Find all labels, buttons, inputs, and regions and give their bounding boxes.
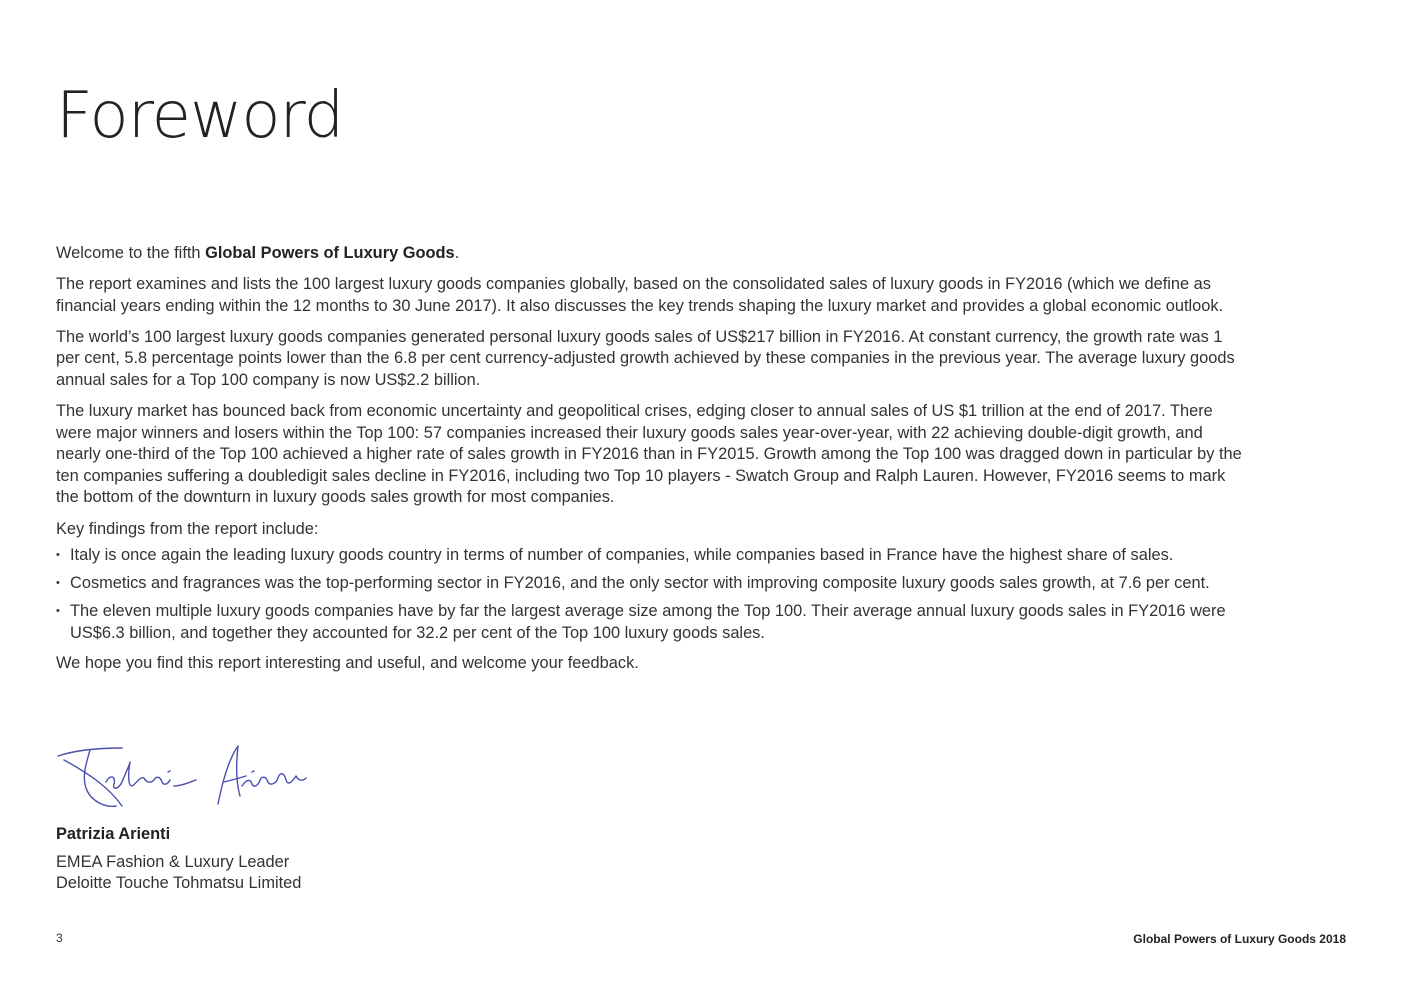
intro-suffix: . [454, 244, 460, 262]
page-number: 3 [56, 931, 63, 945]
list-item: • Cosmetics and fragrances was the top-performing sector in FY2016, and the only sector with improving composite luxury goods sales growth, at 7.6 per cent. [56, 573, 1246, 595]
key-findings-list [56, 545, 1246, 644]
signer-organization: Deloitte Touche Tohmatsu Limited [56, 874, 302, 893]
paragraph-sales-summary: The world’s 100 largest luxury goods companies generated personal luxury goods sales of US$217 billion in FY2016. At constant currency, the growth rate was 1 per cent, 5.8 percentage points lower than the 6.8 per cent currency-adjusted growth achieved by these companies in the previous year. The average luxury goods annual sales for a Top 100 company is now US$2.2 billion. [56, 327, 1235, 389]
list-item: • The eleven multiple luxury goods companies have by far the largest average size among the Top 100. Their average annual luxury goods sales in FY2016 were US$6.3 billion, and together they accounted for 32.2 per cent of the Top 100 luxury goods sales. [56, 601, 1246, 644]
intro-prefix: Welcome to the fifth [56, 244, 206, 262]
list-item: • Italy is once again the leading luxury goods country in terms of number of companies, while companies based in France have the highest share of sales. [56, 545, 1246, 567]
key-findings-label: Key findings from the report include: [56, 519, 319, 538]
signature-image [56, 742, 310, 810]
signer-block [56, 824, 301, 895]
footer-publication-title: Global Powers of Luxury Goods 2018 [1133, 932, 1346, 946]
paragraph-report-scope: The report examines and lists the 100 largest luxury goods companies globally, based on the consolidated sales of luxury goods in FY2016 (which we define as financial years ending within the 12 months to 30 June 2017). It also discusses the key trends shaping the luxury market and provides a global economic outlook. [56, 275, 1224, 315]
paragraph-market-overview: The luxury market has bounced back from economic uncertainty and geopolitical crises, edging closer to annual sales of US $1 trillion at the end of 2017. There were major winners and losers within the Top 100: 57 companies increased their luxury goods sales year-over-year, with 22 achieving double-digit growth, and nearly one-third of the Top 100 achieved a higher rate of sales growth in FY2016 than in FY2015. Growth among the Top 100 was dragged down in particular by the ten companies suffering a doubledigit sales decline in FY2016, including two Top 10 players - Swatch Group and Ralph Lauren. However, FY2016 seems to mark the bottom of the downturn in luxury goods sales growth for most companies. [56, 402, 1242, 507]
page-title: Foreword [56, 79, 344, 153]
closing-paragraph: We hope you find this report interesting and useful, and welcome your feedback. [56, 653, 639, 672]
signer-role: EMEA Fashion & Luxury Leader [56, 852, 290, 871]
intro-paragraph [56, 243, 1246, 265]
signer-name: Patrizia Arienti [56, 825, 171, 843]
foreword-body [56, 243, 1246, 684]
report-name: Global Powers of Luxury Goods [205, 244, 455, 262]
